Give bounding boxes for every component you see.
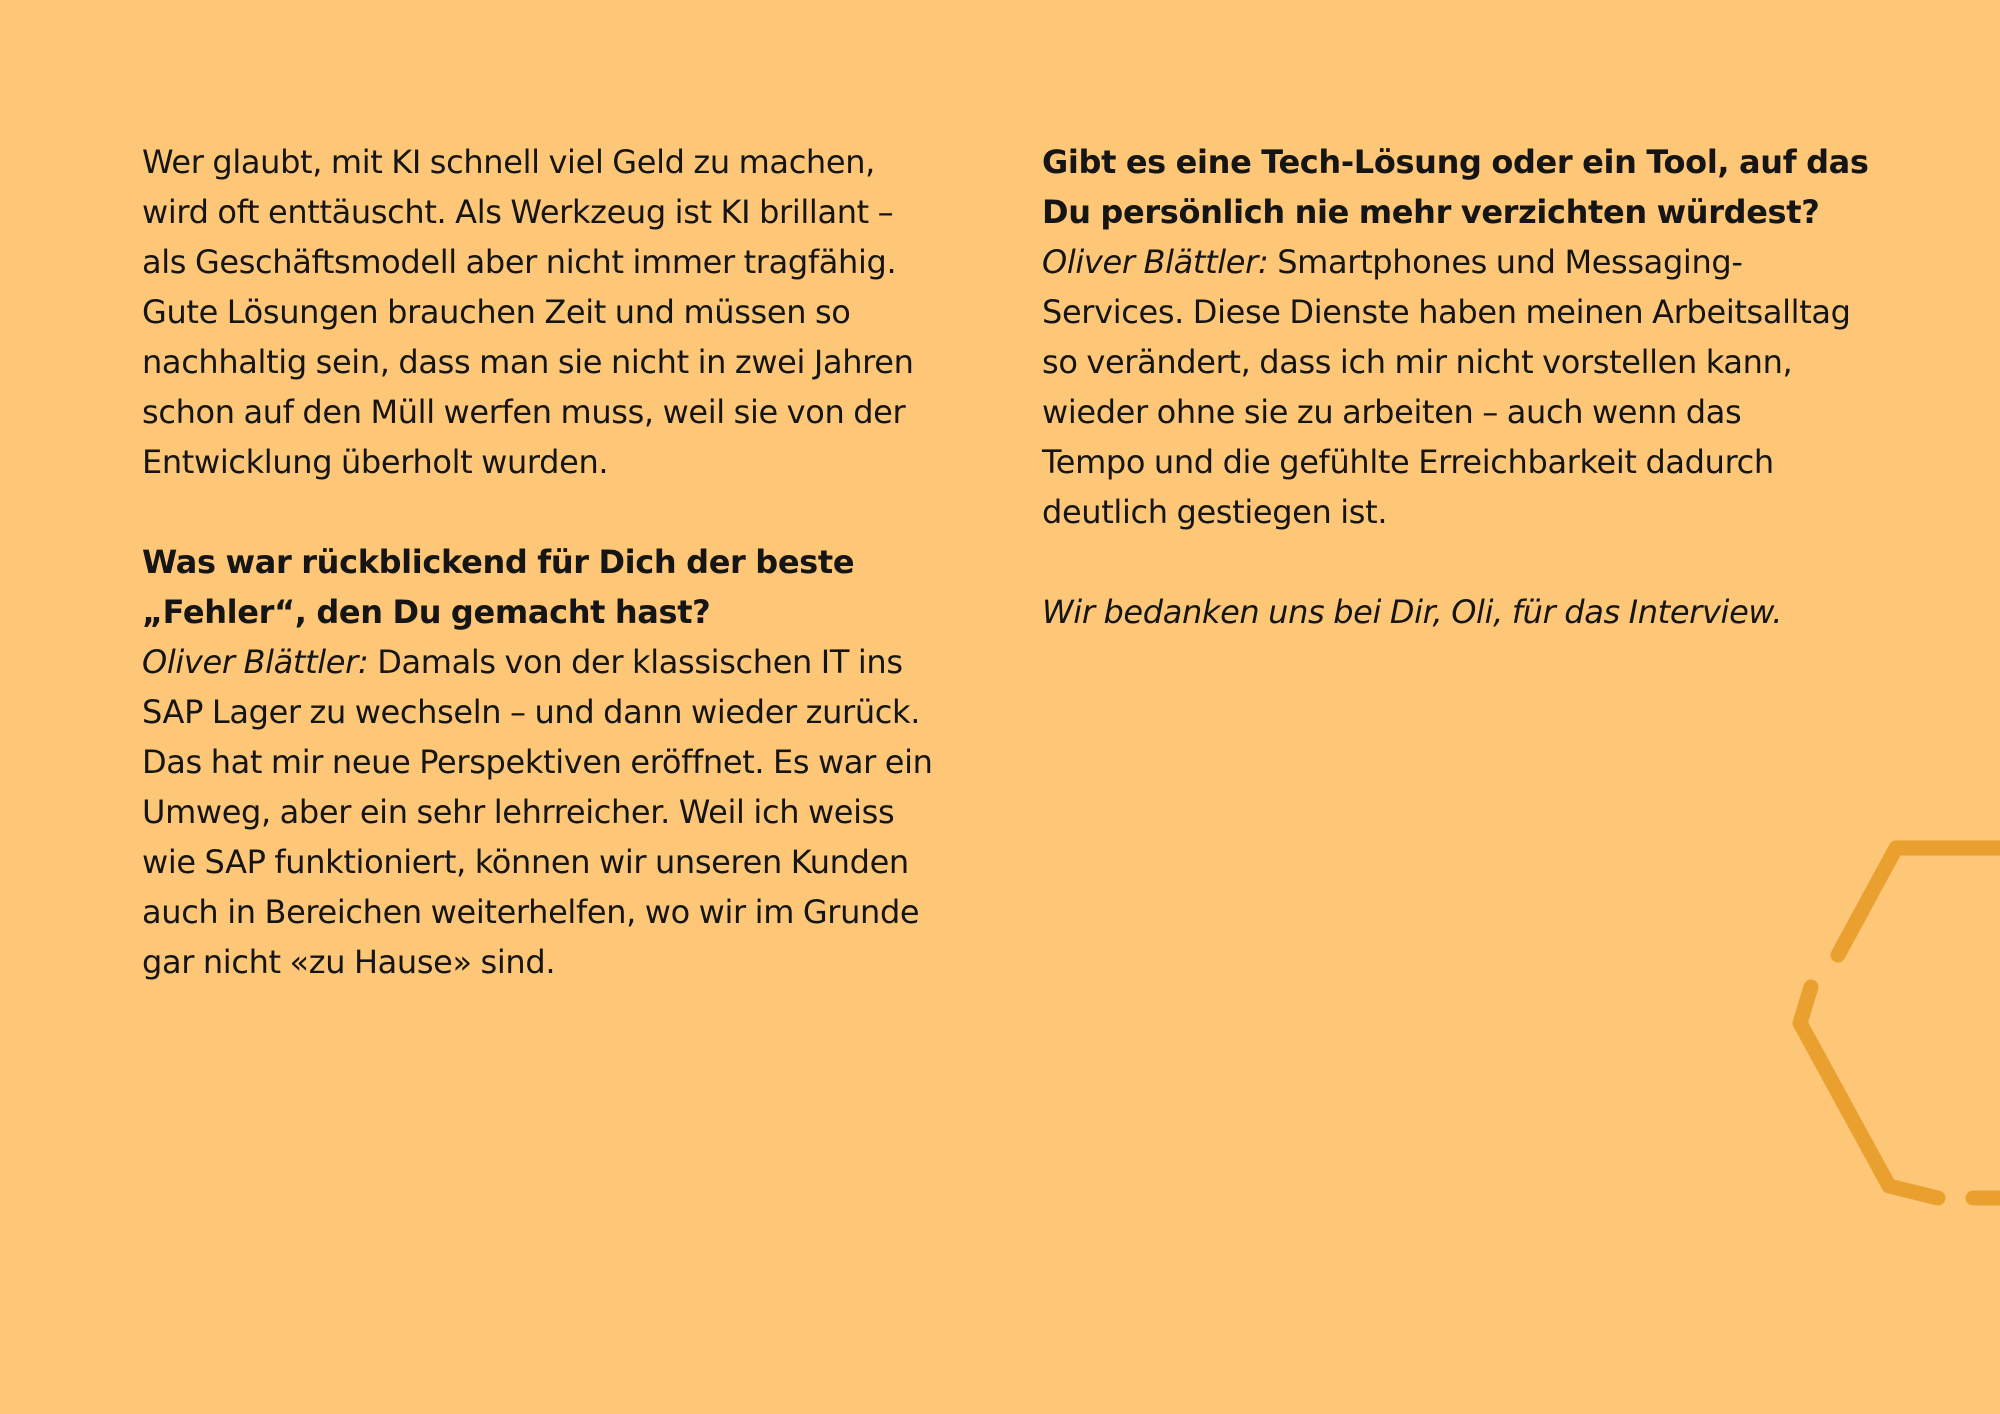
answer-line: SAP Lager zu wechseln – und dann wieder zurück. [142,693,921,731]
answer-line: Services. Diese Dienste haben meinen Arbeitsalltag [1042,293,1851,331]
intro-line: schon auf den Müll werfen muss, weil sie von der [142,393,906,431]
answer-line: wieder ohne sie zu arbeiten – auch wenn das [1042,393,1742,431]
qa-block-mistake [142,537,982,987]
question-line: „Fehler“, den Du gemacht hast? [142,593,711,631]
speaker-name: Oliver Blättler: [1042,243,1269,281]
intro-line: Wer glaubt, mit KI schnell viel Geld zu machen, [142,143,875,181]
intro-paragraph [142,137,982,487]
question-heading [142,543,854,631]
answer-line: Tempo und die gefühlte Erreichbarkeit dadurch [1042,443,1774,481]
answer-line: deutlich gestiegen ist. [1042,493,1388,531]
answer-line: Das hat mir neue Perspektiven eröffnet. Es war ein [142,743,933,781]
speaker-name: Oliver Blättler: [142,643,369,681]
answer-line: Damals von der klassischen IT ins [368,643,903,681]
left-column [142,137,982,1037]
answer-line: Umweg, aber ein sehr lehrreicher. Weil ich weiss [142,793,895,831]
right-column [1042,137,1882,687]
question-heading [1042,143,1869,231]
qa-block-tool [1042,137,1882,537]
question-line: Was war rückblickend für Dich der beste [142,543,855,581]
answer-line: so verändert, dass ich mir nicht vorstellen kann, [1042,343,1793,381]
intro-line: Entwicklung überholt wurden. [142,443,609,481]
closing-thanks: Wir bedanken uns bei Dir, Oli, für das Interview. [1042,593,1783,631]
answer-line: Smartphones und Messaging- [1268,243,1743,281]
answer-line: wie SAP funktioniert, können wir unseren Kunden [142,843,909,881]
hexagon-stroke-left [1800,987,1938,1198]
intro-line: wird oft enttäuscht. Als Werkzeug ist KI brillant – [142,193,894,231]
intro-line: nachhaltig sein, dass man sie nicht in zwei Jahren [142,343,914,381]
answer-line: gar nicht «zu Hause» sind. [142,943,556,981]
question-line: Gibt es eine Tech-Lösung oder ein Tool, auf das [1042,143,1869,181]
answer-line: auch in Bereichen weiterhelfen, wo wir im Grunde [142,893,920,931]
question-line: Du persönlich nie mehr verzichten würdest? [1042,193,1820,231]
hexagon-stroke-top [1838,848,2000,955]
intro-line: als Geschäftsmodell aber nicht immer tragfähig. [142,243,897,281]
intro-line: Gute Lösungen brauchen Zeit und müssen so [142,293,851,331]
